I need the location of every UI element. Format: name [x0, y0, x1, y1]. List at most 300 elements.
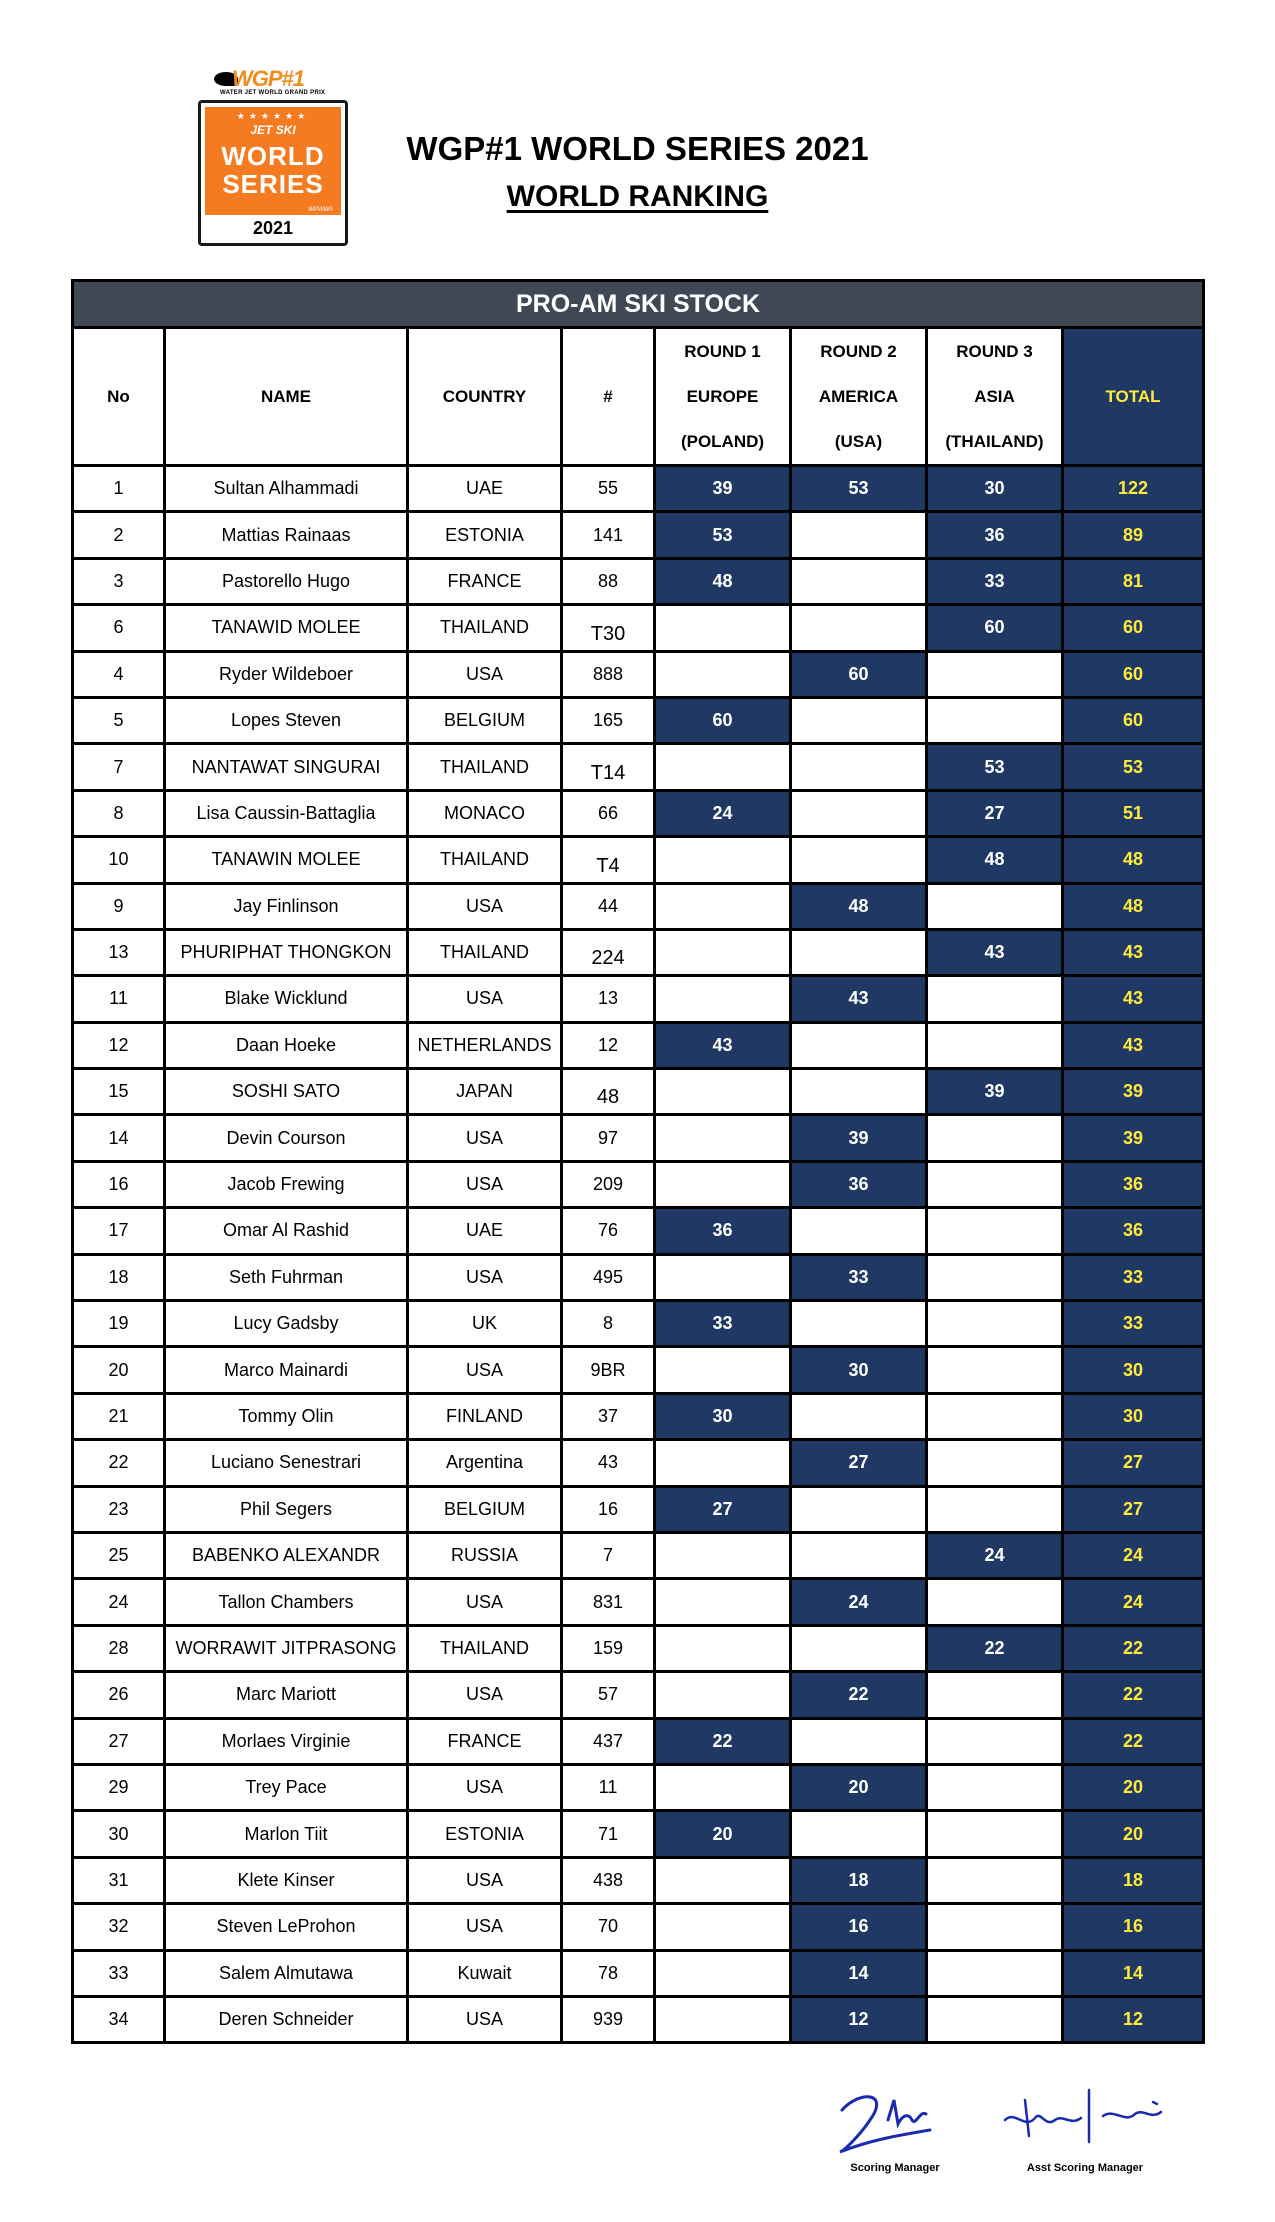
cell-round1-points — [655, 1532, 791, 1578]
cell-round2-points — [791, 1486, 927, 1532]
cell-round2-points: 14 — [791, 1950, 927, 1996]
table-row — [73, 1950, 1204, 1996]
cell-country: RUSSIA — [408, 1532, 562, 1578]
cell-round3-points — [927, 1347, 1063, 1393]
table-row — [73, 1718, 1204, 1764]
cell-position: 25 — [73, 1532, 165, 1578]
cell-round3-points — [927, 1950, 1063, 1996]
cell-round2-points — [791, 1625, 927, 1671]
cell-race-number: 8 — [562, 1301, 655, 1347]
cell-rider-name: Lisa Caussin-Battaglia — [165, 790, 408, 836]
cell-country: BELGIUM — [408, 697, 562, 743]
cell-race-number: T14 — [562, 744, 655, 790]
cell-rider-name: Marco Mainardi — [165, 1347, 408, 1393]
cell-race-number: 88 — [562, 558, 655, 604]
cell-round3-points — [927, 1857, 1063, 1903]
cell-round1-points: 22 — [655, 1718, 791, 1764]
cell-position: 28 — [73, 1625, 165, 1671]
cell-round2-points: 43 — [791, 976, 927, 1022]
logo-subtext: WPWWA — [308, 207, 333, 213]
col-header-round3 — [927, 328, 1063, 466]
cell-round3-points: 36 — [927, 512, 1063, 558]
cell-rider-name: TANAWIN MOLEE — [165, 837, 408, 883]
cell-rider-name: Lucy Gadsby — [165, 1301, 408, 1347]
cell-rider-name: BABENKO ALEXANDR — [165, 1532, 408, 1578]
table-row — [73, 651, 1204, 697]
cell-position: 19 — [73, 1301, 165, 1347]
cell-round2-points — [791, 1393, 927, 1439]
cell-round1-points: 20 — [655, 1811, 791, 1857]
cell-total-points: 30 — [1063, 1347, 1204, 1393]
cell-country: USA — [408, 1579, 562, 1625]
cell-position: 13 — [73, 929, 165, 975]
cell-total-points: 48 — [1063, 883, 1204, 929]
table-row — [73, 1161, 1204, 1207]
cell-round2-points: 36 — [791, 1161, 927, 1207]
cell-rider-name: Klete Kinser — [165, 1857, 408, 1903]
cell-country: FRANCE — [408, 558, 562, 604]
cell-country: USA — [408, 1672, 562, 1718]
table-row — [73, 1764, 1204, 1810]
cell-total-points: 30 — [1063, 1393, 1204, 1439]
cell-race-number: 438 — [562, 1857, 655, 1903]
cell-round3-points — [927, 1764, 1063, 1810]
cell-round2-points — [791, 558, 927, 604]
cell-round1-points — [655, 1347, 791, 1393]
cell-race-number: 16 — [562, 1486, 655, 1532]
cell-rider-name: Sultan Alhammadi — [165, 466, 408, 512]
table-row — [73, 1579, 1204, 1625]
cell-country: USA — [408, 1857, 562, 1903]
cell-round3-points: 39 — [927, 1069, 1063, 1115]
round3-label: ROUND 3 — [956, 342, 1033, 361]
cell-total-points: 39 — [1063, 1069, 1204, 1115]
col-header-round2 — [791, 328, 927, 466]
table-row — [73, 558, 1204, 604]
cell-total-points: 20 — [1063, 1764, 1204, 1810]
cell-race-number: 76 — [562, 1208, 655, 1254]
cell-country: Kuwait — [408, 1950, 562, 1996]
cell-position: 24 — [73, 1579, 165, 1625]
cell-round3-points — [927, 1208, 1063, 1254]
cell-round2-points: 60 — [791, 651, 927, 697]
cell-position: 33 — [73, 1950, 165, 1996]
cell-race-number: 97 — [562, 1115, 655, 1161]
cell-round3-points — [927, 1904, 1063, 1950]
cell-position: 5 — [73, 697, 165, 743]
cell-round2-points: 16 — [791, 1904, 927, 1950]
scoring-manager-signature-icon — [830, 2080, 960, 2160]
cell-round3-points — [927, 976, 1063, 1022]
cell-round1-points — [655, 929, 791, 975]
cell-round2-points — [791, 1532, 927, 1578]
cell-total-points: 22 — [1063, 1672, 1204, 1718]
cell-race-number: 888 — [562, 651, 655, 697]
logo-jetski: JET SKI — [250, 123, 296, 137]
cell-country: NETHERLANDS — [408, 1022, 562, 1068]
cell-position: 16 — [73, 1161, 165, 1207]
scoring-manager-label: Scoring Manager — [850, 2162, 940, 2174]
cell-total-points: 36 — [1063, 1208, 1204, 1254]
cell-round2-points: 27 — [791, 1440, 927, 1486]
logo-tagline: WATER JET WORLD GRAND PRIX — [220, 90, 326, 96]
cell-round2-points: 48 — [791, 883, 927, 929]
cell-round1-points: 53 — [655, 512, 791, 558]
cell-country: USA — [408, 651, 562, 697]
cell-round2-points — [791, 790, 927, 836]
cell-round1-points — [655, 883, 791, 929]
cell-country: UAE — [408, 466, 562, 512]
cell-total-points: 122 — [1063, 466, 1204, 512]
cell-position: 14 — [73, 1115, 165, 1161]
cell-round2-points — [791, 1301, 927, 1347]
col-header-total: TOTAL — [1063, 328, 1204, 466]
cell-race-number: 165 — [562, 697, 655, 743]
cell-total-points: 24 — [1063, 1579, 1204, 1625]
cell-country: BELGIUM — [408, 1486, 562, 1532]
cell-round1-points — [655, 1996, 791, 2042]
cell-position: 7 — [73, 744, 165, 790]
cell-round3-points — [927, 1579, 1063, 1625]
cell-round1-points — [655, 1904, 791, 1950]
cell-rider-name: Jay Finlinson — [165, 883, 408, 929]
cell-country: ESTONIA — [408, 1811, 562, 1857]
page-title: WGP#1 WORLD SERIES 2021 — [406, 130, 869, 167]
cell-country: USA — [408, 1254, 562, 1300]
scoring-manager-signature-block — [815, 2080, 975, 2174]
table-row — [73, 790, 1204, 836]
cell-race-number: 939 — [562, 1996, 655, 2042]
cell-country: THAILAND — [408, 1625, 562, 1671]
cell-round1-points — [655, 651, 791, 697]
cell-race-number: 11 — [562, 1764, 655, 1810]
cell-race-number: 37 — [562, 1393, 655, 1439]
cell-race-number: 57 — [562, 1672, 655, 1718]
cell-rider-name: Lopes Steven — [165, 697, 408, 743]
cell-position: 22 — [73, 1440, 165, 1486]
logo-brand: WGP#1 — [232, 66, 305, 91]
table-row — [73, 1625, 1204, 1671]
cell-round1-points — [655, 1950, 791, 1996]
cell-position: 17 — [73, 1208, 165, 1254]
cell-round1-points — [655, 1069, 791, 1115]
cell-round2-points: 22 — [791, 1672, 927, 1718]
table-row — [73, 1022, 1204, 1068]
table-row — [73, 976, 1204, 1022]
cell-race-number: 70 — [562, 1904, 655, 1950]
cell-position: 32 — [73, 1904, 165, 1950]
cell-total-points: 48 — [1063, 837, 1204, 883]
cell-position: 27 — [73, 1718, 165, 1764]
cell-rider-name: Ryder Wildeboer — [165, 651, 408, 697]
col-header-country: COUNTRY — [408, 328, 562, 466]
cell-rider-name: Steven LeProhon — [165, 1904, 408, 1950]
cell-position: 1 — [73, 466, 165, 512]
round2-region: AMERICA — [818, 387, 899, 406]
cell-country: USA — [408, 1904, 562, 1950]
ranking-table-container — [71, 279, 1202, 2044]
cell-race-number: 831 — [562, 1579, 655, 1625]
table-row — [73, 1115, 1204, 1161]
cell-round2-points — [791, 1069, 927, 1115]
cell-country: USA — [408, 1996, 562, 2042]
table-row — [73, 1532, 1204, 1578]
cell-rider-name: NANTAWAT SINGURAI — [165, 744, 408, 790]
cell-round3-points — [927, 697, 1063, 743]
cell-round2-points — [791, 929, 927, 975]
table-row — [73, 1208, 1204, 1254]
cell-round3-points: 43 — [927, 929, 1063, 975]
cell-race-number: 66 — [562, 790, 655, 836]
cell-round1-points — [655, 1672, 791, 1718]
cell-round2-points — [791, 837, 927, 883]
cell-position: 10 — [73, 837, 165, 883]
cell-position: 29 — [73, 1764, 165, 1810]
cell-round1-points — [655, 1115, 791, 1161]
cell-round2-points: 20 — [791, 1764, 927, 1810]
asst-scoring-manager-signature-icon — [985, 2080, 1185, 2160]
cell-rider-name: Trey Pace — [165, 1764, 408, 1810]
col-header-no: No — [73, 328, 165, 466]
cell-position: 21 — [73, 1393, 165, 1439]
round3-country: (THAILAND) — [945, 432, 1044, 451]
asst-scoring-manager-signature-block — [970, 2080, 1200, 2174]
cell-total-points: 51 — [1063, 790, 1204, 836]
cell-total-points: 43 — [1063, 929, 1204, 975]
cell-country: THAILAND — [408, 837, 562, 883]
cell-round3-points: 60 — [927, 605, 1063, 651]
col-header-round1 — [655, 328, 791, 466]
stars-icon: ★★★★★★ — [236, 111, 310, 121]
cell-race-number: 78 — [562, 1950, 655, 1996]
cell-country: USA — [408, 883, 562, 929]
cell-round1-points: 60 — [655, 697, 791, 743]
cell-round2-points: 39 — [791, 1115, 927, 1161]
cell-round1-points: 33 — [655, 1301, 791, 1347]
cell-position: 15 — [73, 1069, 165, 1115]
logo-series: SERIES — [222, 169, 324, 199]
cell-race-number: 44 — [562, 883, 655, 929]
cell-round3-points: 22 — [927, 1625, 1063, 1671]
cell-race-number: 9BR — [562, 1347, 655, 1393]
cell-position: 12 — [73, 1022, 165, 1068]
cell-rider-name: Marlon Tiit — [165, 1811, 408, 1857]
cell-race-number: 7 — [562, 1532, 655, 1578]
table-row — [73, 1857, 1204, 1903]
cell-round3-points — [927, 1254, 1063, 1300]
cell-round2-points — [791, 512, 927, 558]
cell-rider-name: Tommy Olin — [165, 1393, 408, 1439]
cell-round3-points — [927, 1022, 1063, 1068]
table-row — [73, 1486, 1204, 1532]
table-row — [73, 744, 1204, 790]
cell-position: 23 — [73, 1486, 165, 1532]
cell-round1-points — [655, 1579, 791, 1625]
cell-round2-points — [791, 744, 927, 790]
logo-badge — [198, 100, 348, 246]
cell-round3-points: 53 — [927, 744, 1063, 790]
cell-total-points: 33 — [1063, 1254, 1204, 1300]
cell-country: FRANCE — [408, 1718, 562, 1764]
cell-rider-name: Omar Al Rashid — [165, 1208, 408, 1254]
cell-round1-points — [655, 1161, 791, 1207]
cell-position: 4 — [73, 651, 165, 697]
cell-race-number: 48 — [562, 1069, 655, 1115]
cell-round1-points — [655, 1440, 791, 1486]
cell-position: 3 — [73, 558, 165, 604]
cell-race-number: T30 — [562, 605, 655, 651]
page-subtitle: WORLD RANKING — [506, 180, 769, 213]
cell-total-points: 43 — [1063, 976, 1204, 1022]
col-header-name: NAME — [165, 328, 408, 466]
cell-country: MONACO — [408, 790, 562, 836]
cell-round3-points — [927, 1115, 1063, 1161]
table-row — [73, 1393, 1204, 1439]
cell-country: USA — [408, 976, 562, 1022]
cell-round1-points: 27 — [655, 1486, 791, 1532]
cell-position: 2 — [73, 512, 165, 558]
cell-position: 30 — [73, 1811, 165, 1857]
cell-country: UK — [408, 1301, 562, 1347]
cell-position: 6 — [73, 605, 165, 651]
round3-region: ASIA — [974, 387, 1015, 406]
round1-country: (POLAND) — [680, 432, 765, 451]
cell-round1-points — [655, 1857, 791, 1903]
cell-race-number: 224 — [562, 929, 655, 975]
table-row — [73, 837, 1204, 883]
cell-total-points: 60 — [1063, 697, 1204, 743]
wgp-brand-mark — [212, 64, 334, 96]
round1-label: ROUND 1 — [684, 342, 761, 361]
cell-total-points: 22 — [1063, 1718, 1204, 1764]
round1-region: EUROPE — [686, 387, 759, 406]
table-row — [73, 1672, 1204, 1718]
cell-round3-points: 27 — [927, 790, 1063, 836]
table-row — [73, 1440, 1204, 1486]
cell-round1-points: 48 — [655, 558, 791, 604]
cell-round1-points — [655, 837, 791, 883]
cell-race-number: 495 — [562, 1254, 655, 1300]
cell-round1-points — [655, 744, 791, 790]
cell-country: USA — [408, 1115, 562, 1161]
cell-total-points: 81 — [1063, 558, 1204, 604]
table-row — [73, 1904, 1204, 1950]
cell-race-number: 12 — [562, 1022, 655, 1068]
cell-position: 11 — [73, 976, 165, 1022]
cell-rider-name: Phil Segers — [165, 1486, 408, 1532]
cell-round3-points — [927, 883, 1063, 929]
cell-total-points: 24 — [1063, 1532, 1204, 1578]
round2-country: (USA) — [834, 432, 883, 451]
cell-total-points: 39 — [1063, 1115, 1204, 1161]
cell-country: THAILAND — [408, 744, 562, 790]
cell-round2-points: 18 — [791, 1857, 927, 1903]
cell-round2-points: 24 — [791, 1579, 927, 1625]
table-row — [73, 466, 1204, 512]
table-row — [73, 1347, 1204, 1393]
cell-country: USA — [408, 1347, 562, 1393]
cell-rider-name: SOSHI SATO — [165, 1069, 408, 1115]
cell-rider-name: Seth Fuhrman — [165, 1254, 408, 1300]
cell-total-points: 12 — [1063, 1996, 1204, 2042]
cell-total-points: 27 — [1063, 1486, 1204, 1532]
table-row — [73, 929, 1204, 975]
cell-total-points: 60 — [1063, 605, 1204, 651]
cell-race-number: 209 — [562, 1161, 655, 1207]
cell-rider-name: Salem Almutawa — [165, 1950, 408, 1996]
cell-position: 8 — [73, 790, 165, 836]
cell-race-number: T4 — [562, 837, 655, 883]
cell-round3-points — [927, 1811, 1063, 1857]
cell-country: JAPAN — [408, 1069, 562, 1115]
cell-rider-name: TANAWID MOLEE — [165, 605, 408, 651]
cell-round1-points — [655, 1625, 791, 1671]
cell-round2-points — [791, 605, 927, 651]
cell-rider-name: Jacob Frewing — [165, 1161, 408, 1207]
cell-position: 20 — [73, 1347, 165, 1393]
cell-round2-points — [791, 1022, 927, 1068]
cell-round2-points — [791, 1718, 927, 1764]
cell-round3-points — [927, 1672, 1063, 1718]
cell-round3-points — [927, 1718, 1063, 1764]
cell-round3-points: 30 — [927, 466, 1063, 512]
cell-total-points: 36 — [1063, 1161, 1204, 1207]
cell-country: Argentina — [408, 1440, 562, 1486]
cell-country: FINLAND — [408, 1393, 562, 1439]
cell-rider-name: Deren Schneider — [165, 1996, 408, 2042]
cell-round2-points — [791, 1208, 927, 1254]
cell-race-number: 437 — [562, 1718, 655, 1764]
cell-rider-name: Pastorello Hugo — [165, 558, 408, 604]
cell-race-number: 159 — [562, 1625, 655, 1671]
cell-race-number: 55 — [562, 466, 655, 512]
cell-position: 34 — [73, 1996, 165, 2042]
cell-round1-points: 43 — [655, 1022, 791, 1068]
cell-country: ESTONIA — [408, 512, 562, 558]
cell-race-number: 141 — [562, 512, 655, 558]
table-row — [73, 883, 1204, 929]
cell-rider-name: Devin Courson — [165, 1115, 408, 1161]
cell-round3-points: 33 — [927, 558, 1063, 604]
cell-total-points: 43 — [1063, 1022, 1204, 1068]
cell-total-points: 60 — [1063, 651, 1204, 697]
cell-round1-points — [655, 1254, 791, 1300]
cell-round3-points — [927, 1440, 1063, 1486]
cell-rider-name: Tallon Chambers — [165, 1579, 408, 1625]
col-header-number: # — [562, 328, 655, 466]
cell-round2-points: 53 — [791, 466, 927, 512]
cell-rider-name: Morlaes Virginie — [165, 1718, 408, 1764]
cell-round1-points: 30 — [655, 1393, 791, 1439]
table-row — [73, 1811, 1204, 1857]
cell-round3-points — [927, 651, 1063, 697]
cell-round3-points: 24 — [927, 1532, 1063, 1578]
cell-total-points: 18 — [1063, 1857, 1204, 1903]
cell-total-points: 16 — [1063, 1904, 1204, 1950]
cell-position: 31 — [73, 1857, 165, 1903]
cell-round1-points — [655, 605, 791, 651]
cell-country: THAILAND — [408, 605, 562, 651]
cell-position: 18 — [73, 1254, 165, 1300]
cell-country: UAE — [408, 1208, 562, 1254]
cell-rider-name: Luciano Senestrari — [165, 1440, 408, 1486]
table-row — [73, 512, 1204, 558]
cell-total-points: 22 — [1063, 1625, 1204, 1671]
cell-country: THAILAND — [408, 929, 562, 975]
ranking-table-body — [73, 466, 1204, 2043]
cell-country: USA — [408, 1161, 562, 1207]
ranking-table — [71, 279, 1205, 2044]
